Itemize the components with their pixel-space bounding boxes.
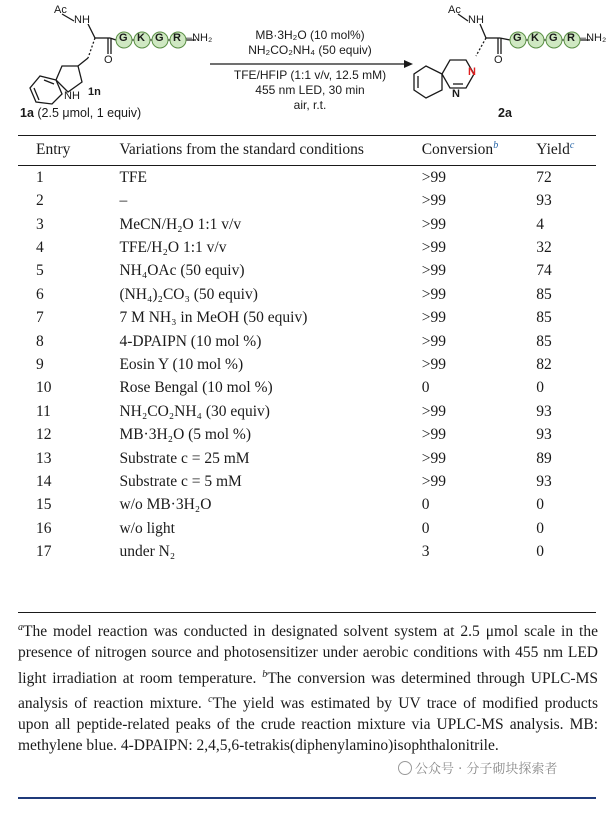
condition-line: TFE/HFIP (1:1 v/v, 12.5 mM) bbox=[233, 68, 387, 82]
wechat-icon bbox=[398, 761, 412, 775]
residue-letter: G bbox=[549, 32, 558, 44]
cell-variation: MeCN/H₂O 1:1 v/v bbox=[119, 215, 242, 233]
table-header-row bbox=[18, 136, 596, 166]
header-entry: Entry bbox=[18, 136, 115, 166]
cell-entry: 16 bbox=[36, 519, 52, 537]
product-amine: –NH₂ bbox=[580, 32, 607, 44]
footer-rule bbox=[18, 797, 596, 799]
table-row bbox=[18, 494, 596, 517]
product-label: 2a bbox=[498, 106, 512, 120]
cell-entry: 6 bbox=[36, 285, 44, 303]
cell-yield: 74 bbox=[536, 262, 552, 280]
cell-variation: 7 M NH₃ in MeOH (50 equiv) bbox=[119, 309, 308, 327]
table-body bbox=[18, 166, 596, 564]
cell-yield: 93 bbox=[536, 192, 552, 210]
reactant-caption bbox=[20, 106, 141, 120]
table-row bbox=[18, 190, 596, 213]
cell-entry: 1 bbox=[36, 168, 44, 186]
cell-variation: w/o light bbox=[119, 519, 175, 537]
residue-letter: G bbox=[119, 32, 128, 44]
cell-entry: 11 bbox=[36, 402, 51, 420]
residue-letter: G bbox=[513, 32, 522, 44]
cell-yield: 85 bbox=[536, 285, 552, 303]
table-row bbox=[18, 517, 596, 540]
cell-conversion: >99 bbox=[421, 332, 446, 350]
cell-conversion: 0 bbox=[421, 519, 430, 537]
table-row bbox=[18, 540, 596, 563]
cell-yield: 82 bbox=[536, 355, 552, 373]
reaction-scheme bbox=[0, 0, 614, 128]
cell-conversion: 3 bbox=[421, 543, 430, 561]
cell-variation: – bbox=[119, 192, 128, 210]
quinazoline-n: N bbox=[452, 88, 460, 100]
table-row bbox=[18, 307, 596, 330]
condition-line: NH₂CO₂NH₄ (50 equiv) bbox=[248, 43, 372, 57]
cell-entry: 12 bbox=[36, 426, 52, 444]
reactant-amine: –NH₂ bbox=[186, 32, 213, 44]
cell-conversion: >99 bbox=[421, 262, 446, 280]
cell-yield: 0 bbox=[536, 519, 544, 537]
cell-entry: 4 bbox=[36, 239, 44, 257]
table-row bbox=[18, 166, 596, 190]
product-nh: NH bbox=[468, 14, 484, 26]
header-yield: Yield$^c$ bbox=[536, 136, 596, 166]
conditions-below bbox=[210, 68, 410, 113]
cell-variation: MB·3H₂O (5 mol %) bbox=[119, 426, 251, 444]
cell-conversion: >99 bbox=[421, 239, 446, 257]
cell-conversion: 0 bbox=[421, 379, 430, 397]
table-row bbox=[18, 283, 596, 306]
table-row bbox=[18, 470, 596, 493]
reactant-label: 1a bbox=[20, 106, 34, 120]
cell-conversion: >99 bbox=[421, 402, 446, 420]
cell-variation: Substrate c = 5 mM bbox=[119, 472, 242, 490]
reactant-nh: NH bbox=[74, 14, 90, 26]
table-row bbox=[18, 260, 596, 283]
residue-letter: G bbox=[155, 32, 164, 44]
table-row bbox=[18, 377, 596, 400]
table-row bbox=[18, 423, 596, 446]
cell-variation: TFE/H₂O 1:1 v/v bbox=[119, 239, 227, 257]
cell-yield: 32 bbox=[536, 239, 552, 257]
condition-line: air, r.t. bbox=[293, 98, 327, 112]
cell-entry: 13 bbox=[36, 449, 52, 467]
condition-line: MB·3H₂O (10 mol%) bbox=[255, 28, 365, 42]
cell-yield: 93 bbox=[536, 426, 552, 444]
cell-yield: 85 bbox=[536, 332, 552, 350]
cell-yield: 93 bbox=[536, 402, 552, 420]
footnote-mark: a bbox=[18, 622, 23, 633]
cell-entry: 15 bbox=[36, 496, 52, 514]
product-ac: Ac bbox=[448, 4, 461, 16]
cell-variation: NH₄OAc (50 equiv) bbox=[119, 262, 245, 280]
cell-variation: w/o MB·3H₂O bbox=[119, 496, 212, 514]
cell-entry: 3 bbox=[36, 215, 44, 233]
table-row bbox=[18, 330, 596, 353]
cell-yield: 0 bbox=[536, 496, 544, 514]
table-row bbox=[18, 353, 596, 376]
cell-conversion: >99 bbox=[421, 285, 446, 303]
residue-letter: R bbox=[173, 32, 181, 44]
cell-yield: 85 bbox=[536, 309, 552, 327]
cell-yield: 72 bbox=[536, 168, 552, 186]
residue-letter: R bbox=[567, 32, 575, 44]
table-row bbox=[18, 400, 596, 423]
cell-yield: 89 bbox=[536, 449, 552, 467]
cell-variation: NH₂CO₂NH₄ (30 equiv) bbox=[119, 402, 270, 420]
cell-entry: 5 bbox=[36, 262, 44, 280]
cell-variation: Eosin Y (10 mol %) bbox=[119, 355, 244, 373]
table-row bbox=[18, 213, 596, 236]
footnotes bbox=[18, 617, 598, 757]
watermark: 公众号 · 分子砌块探索者 bbox=[398, 758, 557, 777]
cell-conversion: >99 bbox=[421, 449, 446, 467]
cell-variation: TFE bbox=[119, 168, 147, 186]
cell-yield: 93 bbox=[536, 472, 552, 490]
cell-variation: (NH₄)₂CO₃ (50 equiv) bbox=[119, 285, 258, 303]
cell-variation: Rose Bengal (10 mol %) bbox=[119, 379, 273, 397]
header-variations: Variations from the standard conditions bbox=[115, 136, 421, 166]
conditions-above bbox=[210, 28, 410, 58]
cell-conversion: 0 bbox=[421, 496, 430, 514]
cell-yield: 4 bbox=[536, 215, 544, 233]
cell-variation: Substrate c = 25 mM bbox=[119, 449, 250, 467]
cell-entry: 7 bbox=[36, 309, 44, 327]
cell-conversion: >99 bbox=[421, 309, 446, 327]
footnote-mark: c bbox=[208, 693, 213, 705]
footnote-text: The yield was estimated by UV trace of modified products upon all peptide-related peaks of the crude reaction mixture via UPLC-MS analysis. MB: methylene blue. 4-DPAIPN: 2,4,5,6-tetrakis(diphenylamino)isophthalonitrile. bbox=[18, 695, 599, 755]
cell-conversion: >99 bbox=[421, 355, 446, 373]
footnote-text: The model reaction was conducted in designated solvent system at 2.5 μmol scale in the presence of nitrogen source and photosensitizer under aerobic conditions with 455 nm LED light irradiation at room temperature. bbox=[18, 623, 598, 687]
cell-yield: 0 bbox=[536, 379, 544, 397]
condition-line: 455 nm LED, 30 min bbox=[255, 83, 365, 97]
product-o: O bbox=[494, 54, 503, 66]
cell-conversion: >99 bbox=[421, 472, 446, 490]
cell-conversion: >99 bbox=[421, 168, 446, 186]
cell-entry: 17 bbox=[36, 543, 52, 561]
cell-entry: 2 bbox=[36, 192, 44, 210]
table-row bbox=[18, 236, 596, 259]
footnote-mark: b bbox=[262, 668, 268, 680]
quinazoline-n-red: N bbox=[468, 66, 476, 78]
indole-nh: NH bbox=[64, 90, 80, 102]
cell-variation: under N₂ bbox=[119, 543, 176, 561]
cell-yield: 0 bbox=[536, 543, 544, 561]
indole-label: 1n bbox=[88, 86, 101, 98]
cell-conversion: >99 bbox=[421, 192, 446, 210]
cell-entry: 14 bbox=[36, 472, 52, 490]
residue-letter: K bbox=[531, 32, 539, 44]
residue-letter: K bbox=[137, 32, 145, 44]
reactant-ac: Ac bbox=[54, 4, 67, 16]
cell-conversion: >99 bbox=[421, 215, 446, 233]
header-conversion: Conversion$^b$ bbox=[422, 136, 537, 166]
reactant-detail: (2.5 μmol, 1 equiv) bbox=[37, 106, 142, 120]
cell-variation: 4-DPAIPN (10 mol %) bbox=[119, 332, 262, 350]
table-bottom-rule bbox=[18, 612, 596, 613]
results-table bbox=[18, 136, 596, 564]
footnote-text: The conversion was determined through UPLC-MS analysis of reaction mixture. bbox=[18, 669, 598, 713]
reactant-o: O bbox=[104, 54, 113, 66]
table-row bbox=[18, 447, 596, 470]
cell-entry: 8 bbox=[36, 332, 44, 350]
cell-entry: 9 bbox=[36, 355, 44, 373]
cell-entry: 10 bbox=[36, 379, 52, 397]
cell-conversion: >99 bbox=[421, 426, 446, 444]
